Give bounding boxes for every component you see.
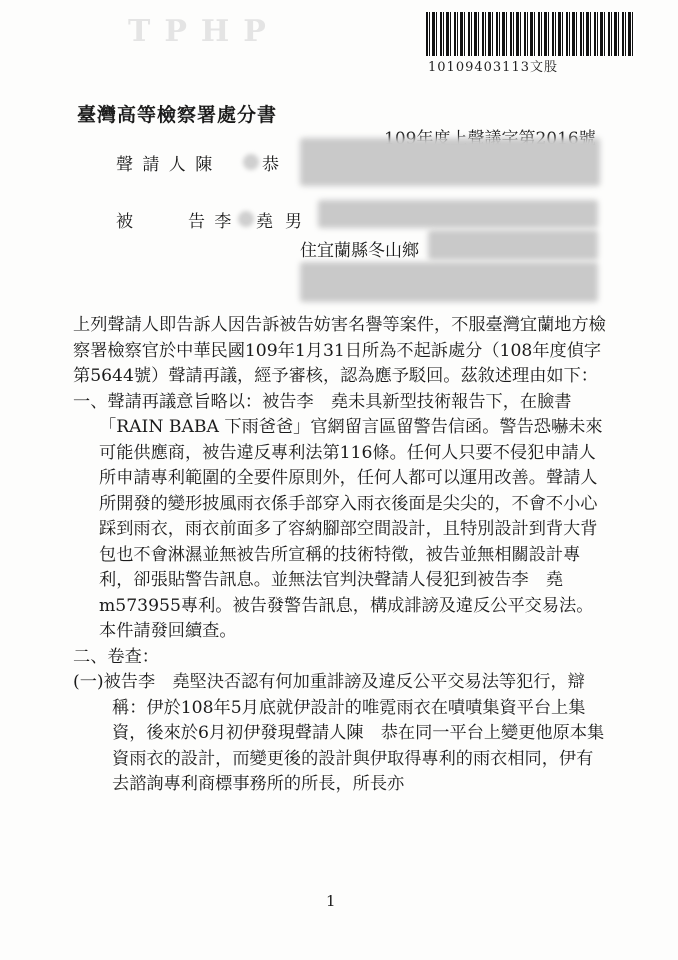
defendant-name-tail: 堯 xyxy=(256,212,275,232)
redaction-mark xyxy=(243,154,259,170)
defendant-address: 住宜蘭縣冬山鄉 xyxy=(300,241,419,261)
redaction-block xyxy=(300,138,600,186)
redaction-mark xyxy=(238,211,254,227)
redaction-block xyxy=(318,200,598,228)
page-number: 1 xyxy=(326,892,336,910)
watermark: TPHP xyxy=(128,14,280,49)
redaction-block xyxy=(428,230,598,260)
barcode-number: 10109403113文股 xyxy=(428,60,558,75)
paragraph-section-2-heading: 二、卷查： xyxy=(73,646,159,667)
redaction-block xyxy=(300,262,598,302)
defendant-label: 被 xyxy=(116,212,135,232)
barcode xyxy=(426,12,636,56)
document-body xyxy=(73,313,607,798)
paragraph-section-2-1: (一)被告李 堯堅決否認有何加重誹謗及違反公平交易法等犯行，辯稱：伊於108年5月底就伊設計的唯霓雨衣在嘖嘖集資平台上集資，後來於6月初伊發現聲請人陳 恭在同一平台上變更他原本集資雨衣的設計，而變更後的設計與伊取得專利的雨衣相同，伊有去諮詢專利商標事務所的所長，所長亦 xyxy=(73,672,605,794)
paragraph-intro: 上列聲請人即告訴人因告訴被告妨害名譽等案件，不服臺灣宜蘭地方檢察署檢察官於中華民國109年1月31日所為不起訴處分（108年度偵字第5644號）聲請再議，經予審核，認為應予駁回。茲敘述理由如下： xyxy=(73,315,606,386)
applicant-label: 聲 請 人 陳 xyxy=(116,155,215,175)
document-title: 臺灣高等檢察署處分書 xyxy=(77,104,278,126)
paragraph-section-1: 一、聲請再議意旨略以：被告李 堯未具新型技術報告下，在臉書「RAIN BABA 下雨爸爸」官網留言區留警告信函。警告恐嚇未來可能供應商，被告違反專利法第116條。任何人只要不侵犯申請人所申請專利範圍的全要件原則外，任何人都可以運用改善。聲請人所開發的變形披風雨衣係手部穿入雨衣後面是尖尖的，不會不小心踩到雨衣，雨衣前面多了容納腳部空間設計，且特別設計到背大背包也不會淋濕並無被告所宣稱的技術特徵，被告並無相關設計專利，卻張貼警告訊息。並無法官判決聲請人侵犯到被告李 堯m573955專利。被告發警告訊息，構成誹謗及違反公平交易法。本件請發回續查。 xyxy=(73,391,603,641)
defendant-label-2: 告 李 xyxy=(188,212,234,232)
applicant-name-tail: 恭 xyxy=(262,155,281,175)
defendant-sex: 男 xyxy=(285,212,304,232)
